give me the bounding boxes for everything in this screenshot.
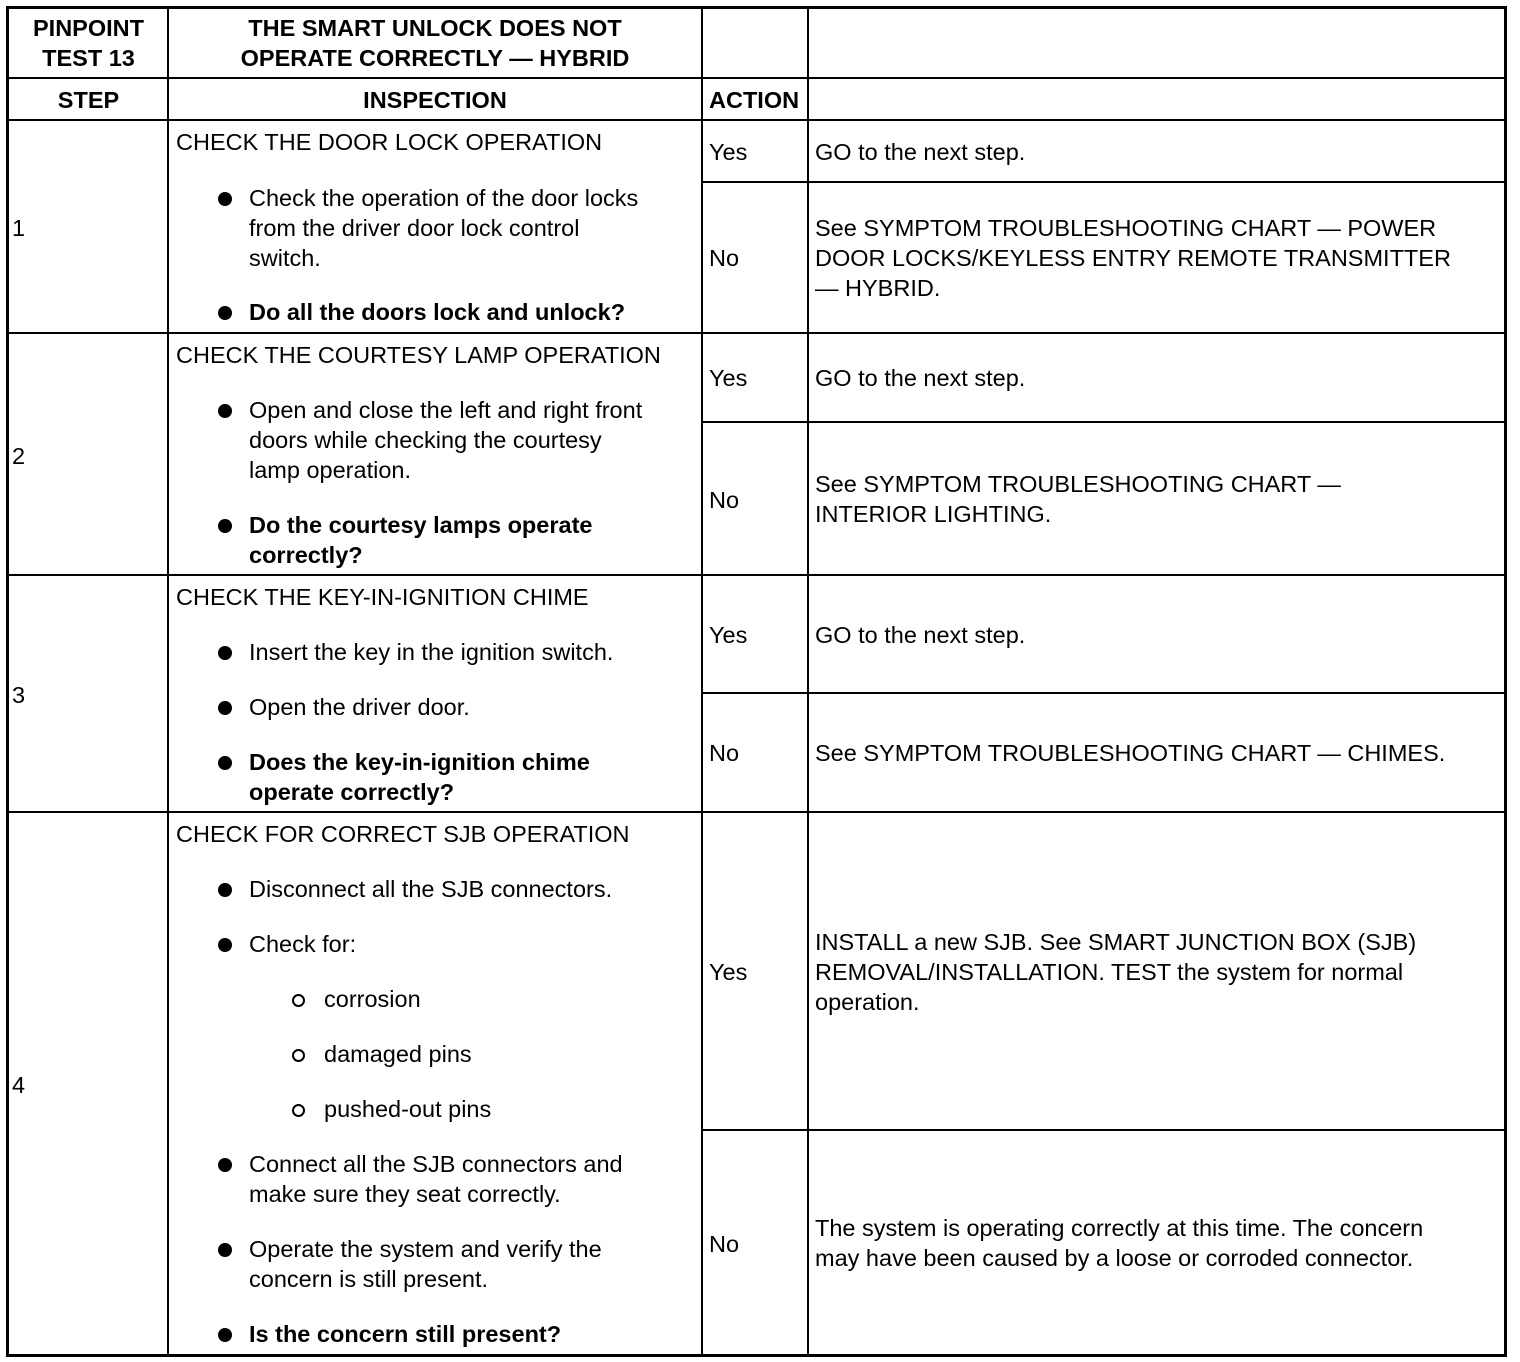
yes-action: INSTALL a new SJB. See SMART JUNCTION BOX (SJB) REMOVAL/INSTALLATION. TEST the system for normal operation. — [815, 929, 1417, 1015]
bullet-icon — [218, 938, 232, 952]
inspection-question: Is the concern still present? — [249, 1321, 562, 1347]
bullet-icon — [218, 192, 232, 206]
yes-no-divider — [702, 692, 1505, 694]
yes-no-divider — [702, 421, 1505, 423]
step-title: CHECK FOR CORRECT SJB OPERATION — [176, 821, 630, 847]
no-action: See SYMPTOM TROUBLESHOOTING CHART — INTERIOR LIGHTING. — [815, 471, 1341, 527]
step-divider — [8, 811, 1505, 813]
inspection-column-header: INSPECTION — [363, 87, 507, 113]
yes-label: Yes — [709, 959, 748, 985]
bullet-icon — [218, 1158, 232, 1172]
action-column-header: ACTION — [709, 87, 800, 113]
sub-bullet: pushed-out pins — [324, 1096, 492, 1122]
sub-bullet: corrosion — [324, 986, 421, 1012]
pinpoint-test-table — [6, 6, 1507, 1357]
yes-action: GO to the next step. — [815, 365, 1026, 391]
step-column-header: STEP — [57, 87, 120, 113]
no-label: No — [709, 487, 740, 513]
step-title: CHECK THE DOOR LOCK OPERATION — [176, 129, 603, 155]
no-label: No — [709, 245, 740, 271]
no-label: No — [709, 740, 740, 766]
column-divider — [701, 8, 703, 1355]
sub-bullet-icon — [292, 1104, 305, 1117]
pinpoint-label: PINPOINT TEST 13 — [33, 15, 144, 71]
no-label: No — [709, 1231, 740, 1257]
sub-bullet: damaged pins — [324, 1041, 472, 1067]
sub-bullet-icon — [292, 994, 305, 1007]
step-divider — [8, 574, 1505, 576]
bullet-icon — [218, 306, 232, 320]
step-number: 1 — [12, 215, 26, 241]
step-title: CHECK THE KEY-IN-IGNITION CHIME — [176, 584, 589, 610]
no-action: See SYMPTOM TROUBLESHOOTING CHART — POWER DOOR LOCKS/KEYLESS ENTRY REMOTE TRANSMITTER — HYBRID. — [815, 215, 1451, 301]
yes-action: GO to the next step. — [815, 139, 1026, 165]
bullet-icon — [218, 1328, 232, 1342]
step-divider — [8, 332, 1505, 334]
no-action: The system is operating correctly at this time. The concern may have been caused by a loose or corroded connector. — [815, 1215, 1424, 1271]
inspection-question: Does the key-in-ignition chime operate correctly? — [249, 749, 590, 805]
yes-label: Yes — [709, 622, 748, 648]
bullet-icon — [218, 646, 232, 660]
no-action: See SYMPTOM TROUBLESHOOTING CHART — CHIMES. — [815, 740, 1446, 766]
inspection-bullet: Connect all the SJB connectors and make sure they seat correctly. — [249, 1151, 623, 1207]
sub-bullet-icon — [292, 1049, 305, 1062]
bullet-icon — [218, 519, 232, 533]
bullet-icon — [218, 701, 232, 715]
yes-action: GO to the next step. — [815, 622, 1026, 648]
step-title: CHECK THE COURTESY LAMP OPERATION — [176, 342, 661, 368]
inspection-bullet: Open and close the left and right front doors while checking the courtesy lamp operation. — [249, 397, 643, 483]
yes-label: Yes — [709, 139, 748, 165]
header-divider — [8, 77, 1505, 79]
bullet-icon — [218, 1243, 232, 1257]
yes-no-divider — [702, 1129, 1505, 1131]
inspection-bullet: Open the driver door. — [249, 694, 470, 720]
inspection-bullet: Check for: — [249, 931, 357, 957]
bullet-icon — [218, 756, 232, 770]
step-number: 4 — [12, 1072, 26, 1098]
inspection-question: Do all the doors lock and unlock? — [249, 299, 626, 325]
yes-label: Yes — [709, 365, 748, 391]
inspection-bullet: Insert the key in the ignition switch. — [249, 639, 614, 665]
test-title: THE SMART UNLOCK DOES NOT OPERATE CORRECTLY — HYBRID — [240, 15, 630, 71]
step-number: 2 — [12, 443, 26, 469]
bullet-icon — [218, 883, 232, 897]
column-divider — [167, 8, 169, 1355]
column-header-divider — [8, 119, 1505, 121]
step-number: 3 — [12, 682, 26, 708]
inspection-bullet: Disconnect all the SJB connectors. — [249, 876, 613, 902]
inspection-bullet: Operate the system and verify the concern is still present. — [249, 1236, 602, 1292]
inspection-question: Do the courtesy lamps operate correctly? — [249, 512, 593, 568]
column-divider — [807, 8, 809, 1355]
inspection-bullet: Check the operation of the door locks from the driver door lock control switch. — [249, 185, 639, 271]
bullet-icon — [218, 404, 232, 418]
yes-no-divider — [702, 181, 1505, 183]
